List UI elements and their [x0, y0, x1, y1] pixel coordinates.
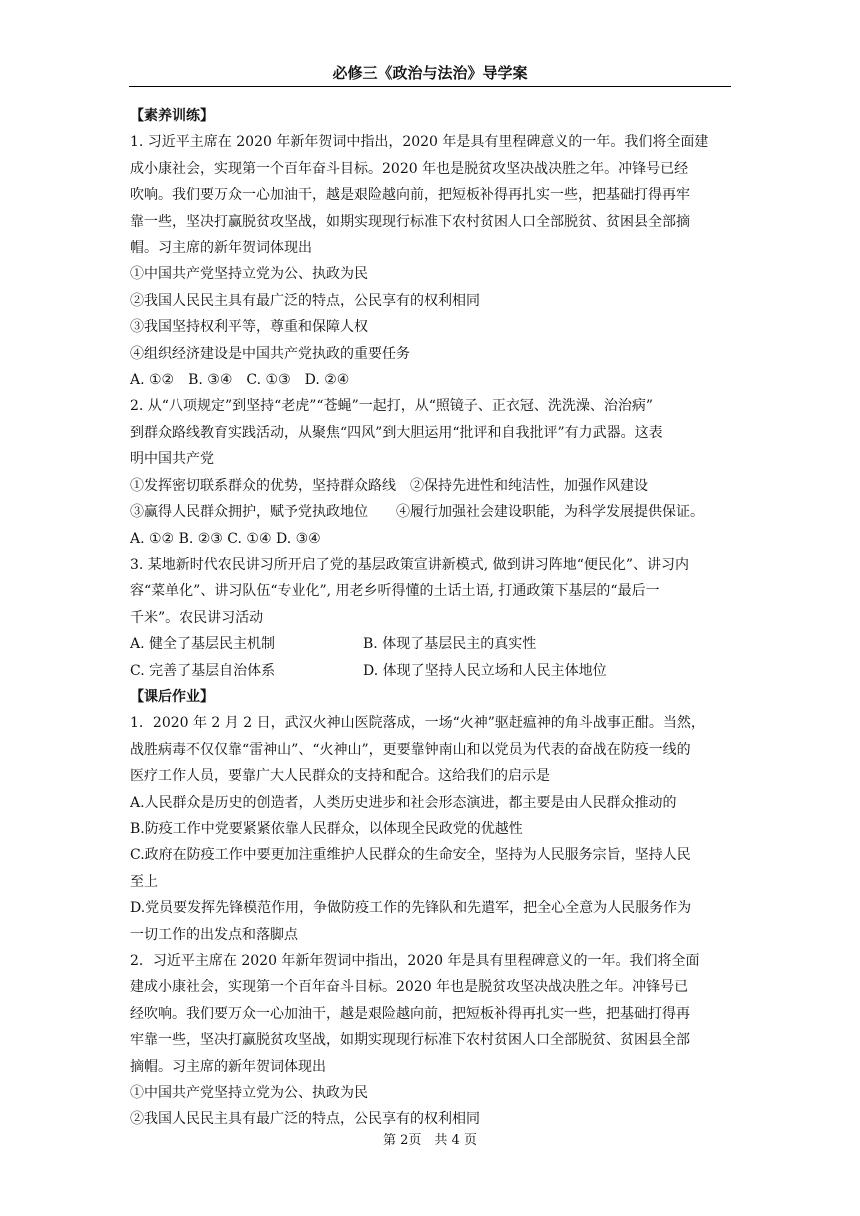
option-row — [130, 658, 730, 684]
question-text-line: 明中国共产党 — [130, 451, 214, 468]
question-training-1 — [130, 129, 730, 393]
answer-option: A.人民群众是历史的创造者，人类历史进步和社会形态演进，都主要是由人民群众推动的 — [130, 794, 677, 811]
question-text-line: 帽。习主席的新年贺词体现出 — [130, 240, 312, 257]
question-homework-1 — [130, 710, 730, 948]
document-body — [130, 103, 730, 1133]
statement-option: ①发挥密切联系群众的优势，坚持群众路线 ②保持先进性和纯洁性，加强作风建设 — [130, 477, 648, 494]
question-text-line: 吹响。我们要万众一心加油干，越是艰险越向前，把短板补得再扎实一些，把基础打得再牢 — [130, 187, 690, 204]
question-homework-2 — [130, 948, 730, 1133]
statement-option: ①中国共产党坚持立党为公、执政为民 — [130, 1085, 368, 1102]
statement-option: ①中国共产党坚持立党为公、执政为民 — [130, 266, 368, 283]
statement-option: ②我国人民民主具有最广泛的特点，公民享有的权利相同 — [130, 1111, 480, 1128]
option-row — [130, 631, 730, 657]
answer-option: A. 健全了基层民主机制 — [130, 636, 276, 653]
section-heading-homework: 【课后作业】 — [130, 688, 214, 705]
answer-choices: A. ①② B. ③④ C. ①③ D. ②④ — [130, 372, 350, 389]
question-text-line: 摘帽。习主席的新年贺词体现出 — [130, 1058, 326, 1075]
answer-option: D.党员要发挥先锋模范作用，争做防疫工作的先锋队和先遣军，把全心全意为人民服务作为 — [130, 900, 692, 917]
answer-option: 至上 — [130, 873, 158, 890]
question-text-line: 战胜病毒不仅仅靠“雷神山”、“火神山”，更要靠钟南山和以党员为代表的奋战在防疫一线的 — [130, 741, 691, 758]
question-text-line: 经吹响。我们要万众一心加油干，越是艰险越向前，把短板补得再扎实一些，把基础打得再 — [130, 1005, 690, 1022]
statement-option: ③赢得人民群众拥护，赋予党执政地位 ④履行加强社会建设职能，为科学发展提供保证。 — [130, 504, 704, 521]
question-text-line: 到群众路线教育实践活动，从聚焦“四风”到大胆运用“批评和自我批评”有力武器。这表 — [130, 424, 663, 441]
answer-option: B. 体现了基层民主的真实性 — [363, 636, 537, 653]
question-text-line: 容“菜单化”、讲习队伍“专业化”, 用老乡听得懂的土话土语, 打通政策下基层的“最后一 — [130, 583, 660, 600]
question-training-2 — [130, 393, 730, 551]
question-text-line: 1．2020 年 2 月 2 日，武汉火神山医院落成，一场“火神”驱赶瘟神的角斗战事正酣。当然， — [130, 715, 705, 732]
question-text-line: 千米”。农民讲习活动 — [130, 609, 264, 626]
answer-option: C. 完善了基层自治体系 — [130, 662, 276, 679]
question-text-line: 3. 某地新时代农民讲习所开启了党的基层政策宣讲新模式, 做到讲习阵地“便民化”、讲习内 — [130, 556, 690, 573]
section-heading-training: 【素养训练】 — [130, 108, 214, 124]
statement-option: ③我国坚持权利平等，尊重和保障人权 — [130, 319, 368, 336]
page-number: 第 2页 共 4 页 — [383, 1133, 477, 1148]
question-text-line: 2. 从“八项规定”到坚持“老虎”“苍蝇”一起打，从“照镜子、正衣冠、洗洗澡、治治病” — [130, 398, 654, 415]
question-text-line: 成小康社会，实现第一个百年奋斗目标。2020 年也是脱贫攻坚决战决胜之年。冲锋号已经 — [130, 160, 689, 177]
page-title: 必修三《政治与法治》导学案 — [332, 64, 528, 82]
answer-choices: A. ①② B. ②③ C. ①④ D. ③④ — [130, 530, 321, 547]
header-divider — [129, 86, 731, 87]
statement-option: ②我国人民民主具有最广泛的特点，公民享有的权利相同 — [130, 292, 480, 309]
statement-option: ④组织经济建设是中国共产党执政的重要任务 — [130, 345, 410, 362]
answer-option: 一切工作的出发点和落脚点 — [130, 926, 298, 943]
question-text-line: 建成小康社会，实现第一个百年奋斗目标。2020 年也是脱贫攻坚决战决胜之年。冲锋号已 — [130, 979, 689, 996]
question-text-line: 牢靠一些，坚决打赢脱贫攻坚战，如期实现现行标准下农村贫困人口全部脱贫、贫困县全部 — [130, 1032, 690, 1049]
question-text-line: 1. 习近平主席在 2020 年新年贺词中指出，2020 年是具有里程碑意义的一年。我们将全面建 — [130, 134, 709, 151]
answer-option: C.政府在防疫工作中要更加注重维护人民群众的生命安全，坚持为人民服务宗旨，坚持人民 — [130, 847, 691, 864]
answer-option: D. 体现了坚持人民立场和人民主体地位 — [363, 662, 607, 679]
answer-option: B.防疫工作中党要紧紧依靠人民群众，以体现全民政党的优越性 — [130, 820, 523, 837]
question-text-line: 2．习近平主席在 2020 年新年贺词中指出，2020 年是具有里程碑意义的一年。我们将全面 — [130, 953, 700, 969]
question-text-line: 靠一些，坚决打赢脱贫攻坚战，如期实现现行标准下农村贫困人口全部脱贫、贫困县全部摘 — [130, 213, 690, 230]
question-training-3 — [130, 552, 730, 684]
question-text-line: 医疗工作人员，要靠广大人民群众的支持和配合。这给我们的启示是 — [130, 768, 550, 785]
